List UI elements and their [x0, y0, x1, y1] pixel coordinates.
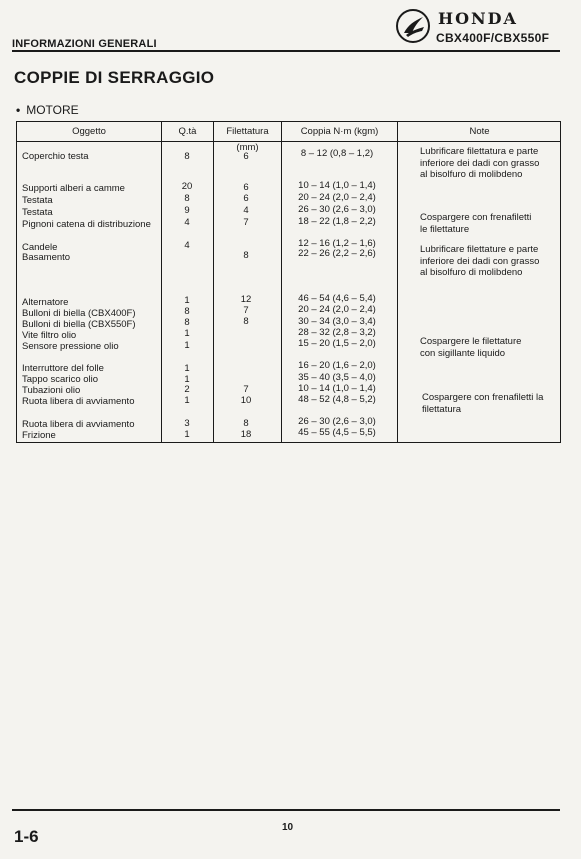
- column-divider: [397, 122, 398, 442]
- note-text: Lubrificare filettatura e parte inferiore dei dadi con grasso al bisolfuro di molibdeno: [420, 146, 540, 180]
- item-cell: Tappo scarico olio: [22, 374, 99, 385]
- item-cell: Candele: [22, 242, 58, 253]
- footer-rule: [12, 809, 560, 811]
- torque-cell: 28 – 32 (2,8 – 3,2): [298, 327, 376, 338]
- folio-number: 10: [282, 822, 294, 833]
- torque-cell: 46 – 54 (4,6 – 5,4): [298, 293, 376, 304]
- bullet-icon: •: [16, 103, 21, 117]
- item-cell: Interruttore del folle: [22, 363, 104, 374]
- qty-cell: 8: [184, 151, 190, 162]
- torque-cell: 45 – 55 (4,5 – 5,5): [298, 427, 376, 438]
- note-text: Cospargere con frenafiletti le filettature: [420, 212, 532, 235]
- thread-cell: 6: [243, 193, 249, 204]
- qty-cell: 9: [184, 205, 190, 216]
- item-cell: Testata: [22, 195, 53, 206]
- section-header: INFORMAZIONI GENERALI: [12, 38, 157, 50]
- qty-cell: 4: [184, 240, 190, 251]
- qty-cell: 1: [184, 363, 190, 374]
- torque-cell: 15 – 20 (1,5 – 2,0): [298, 338, 376, 349]
- qty-cell: 1: [184, 295, 190, 306]
- thread-cell: 7: [243, 305, 249, 316]
- brand-name: HONDA: [438, 9, 518, 28]
- torque-cell: 10 – 14 (1,0 – 1,4): [298, 180, 376, 191]
- item-cell: Pignoni catena di distribuzione: [22, 219, 151, 230]
- column-header-thread: Filettatura (mm): [226, 126, 269, 153]
- torque-cell: 16 – 20 (1,6 – 2,0): [298, 360, 376, 371]
- column-header-notes: Note: [469, 126, 490, 137]
- torque-cell: 26 – 30 (2,6 – 3,0): [298, 416, 376, 427]
- qty-cell: 20: [181, 181, 193, 192]
- qty-cell: 1: [184, 429, 190, 440]
- column-header-item: Oggetto: [72, 126, 106, 137]
- thread-cell: 8: [243, 316, 249, 327]
- torque-table: [16, 121, 561, 443]
- qty-cell: 2: [184, 384, 190, 395]
- item-cell: Supporti alberi a camme: [22, 183, 125, 194]
- item-cell: Testata: [22, 207, 53, 218]
- item-cell: Bulloni di biella (CBX400F): [22, 308, 136, 319]
- column-divider: [161, 122, 162, 442]
- torque-cell: 8 – 12 (0,8 – 1,2): [300, 148, 374, 159]
- qty-cell: 1: [184, 395, 190, 406]
- thread-cell: 7: [243, 217, 249, 228]
- item-cell: Tubazioni olio: [22, 385, 81, 396]
- item-cell: Sensore pressione olio: [22, 341, 119, 352]
- column-header-torque: Coppia N·m (kgm): [300, 126, 379, 137]
- honda-wing-logo-icon: [396, 9, 430, 43]
- torque-cell: 10 – 14 (1,0 – 1,4): [298, 383, 376, 394]
- item-cell: Ruota libera di avviamento: [22, 419, 135, 430]
- page-number: 1-6: [14, 827, 39, 846]
- qty-cell: 1: [184, 340, 190, 351]
- qty-cell: 4: [184, 217, 190, 228]
- torque-cell: 12 – 16 (1,2 – 1,6): [298, 238, 376, 249]
- thread-cell: 8: [243, 250, 249, 261]
- torque-cell: 18 – 22 (1,8 – 2,2): [298, 216, 376, 227]
- section-heading: [16, 103, 79, 117]
- item-cell: Bulloni di biella (CBX550F): [22, 319, 136, 330]
- qty-cell: 3: [184, 418, 190, 429]
- torque-cell: 26 – 30 (2,6 – 3,0): [298, 204, 376, 215]
- model-names: CBX400F/CBX550F: [436, 31, 550, 45]
- torque-cell: 35 – 40 (3,5 – 4,0): [298, 372, 376, 383]
- item-cell: Coperchio testa: [22, 151, 89, 162]
- column-header-qty: Q.tà: [178, 126, 197, 137]
- torque-cell: 30 – 34 (3,0 – 3,4): [298, 316, 376, 327]
- thread-cell: 7: [243, 384, 249, 395]
- torque-cell: 22 – 26 (2,2 – 2,6): [298, 248, 376, 259]
- torque-cell: 20 – 24 (2,0 – 2,4): [298, 304, 376, 315]
- thread-cell: 4: [243, 205, 249, 216]
- header-rule: [12, 50, 560, 52]
- qty-cell: 8: [184, 306, 190, 317]
- item-cell: Basamento: [22, 252, 71, 263]
- torque-cell: 48 – 52 (4,8 – 5,2): [298, 394, 376, 405]
- qty-cell: 1: [184, 328, 190, 339]
- qty-cell: 8: [184, 193, 190, 204]
- thread-cell: 12: [240, 294, 252, 305]
- thread-cell: 18: [240, 429, 252, 440]
- torque-cell: 20 – 24 (2,0 – 2,4): [298, 192, 376, 203]
- item-cell: Ruota libera di avviamento: [22, 396, 135, 407]
- header-divider: [17, 141, 560, 142]
- section-label: MOTORE: [26, 103, 79, 117]
- thread-cell: 10: [240, 395, 252, 406]
- page-title: COPPIE DI SERRAGGIO: [14, 68, 215, 87]
- thread-cell: 8: [243, 418, 249, 429]
- item-cell: Alternatore: [22, 297, 69, 308]
- qty-cell: 8: [184, 317, 190, 328]
- qty-cell: 1: [184, 374, 190, 385]
- thread-cell: 6: [243, 182, 249, 193]
- thread-cell: 6: [243, 151, 249, 162]
- note-text: Cospargere con frenafiletti la filettatura: [422, 392, 544, 415]
- note-text: Cospargere le filettature con sigillante liquido: [420, 336, 522, 359]
- item-cell: Frizione: [22, 430, 56, 441]
- note-text: Lubrificare filettature e parte inferiore dei dadi con grasso al bisolfuro di molibdeno: [420, 244, 540, 278]
- item-cell: Vite filtro olio: [22, 330, 77, 341]
